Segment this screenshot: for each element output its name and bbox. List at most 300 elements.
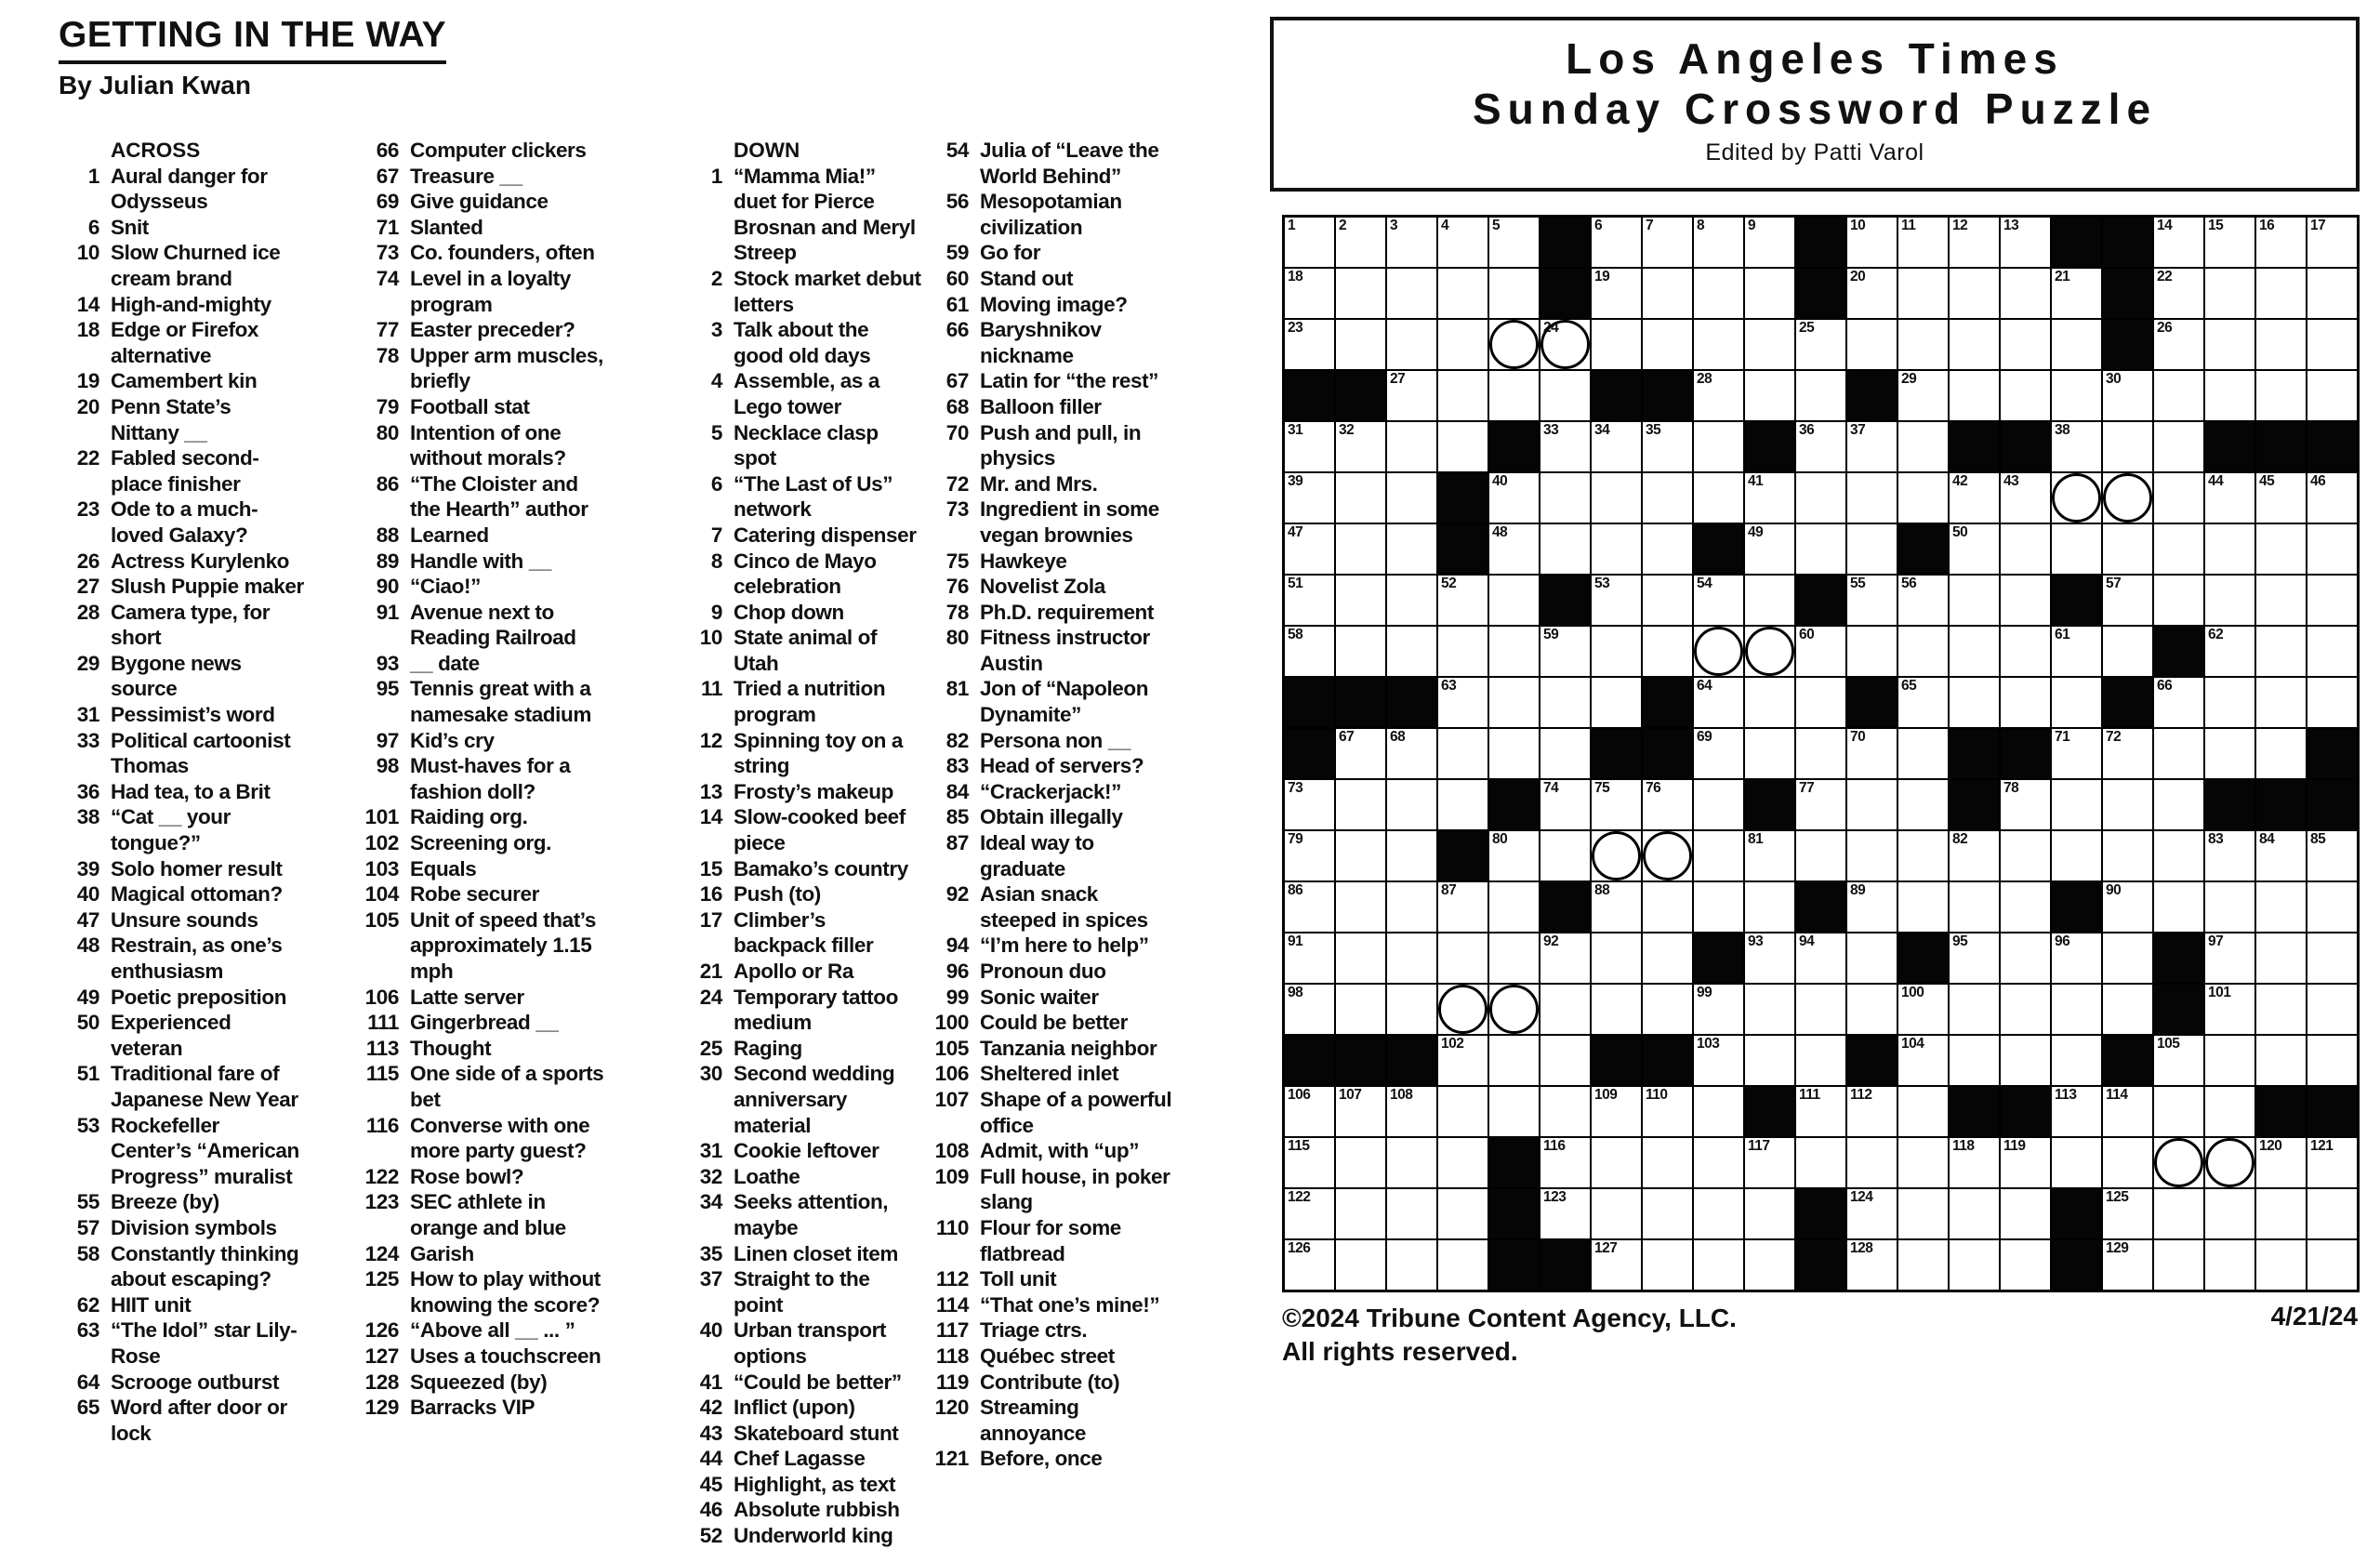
grid-cell[interactable] xyxy=(2205,933,2254,983)
grid-cell[interactable] xyxy=(1847,831,1897,880)
grid-cell[interactable] xyxy=(1898,729,1948,778)
grid-cell[interactable] xyxy=(2052,371,2101,420)
grid-cell[interactable] xyxy=(2001,1138,2050,1187)
grid-cell[interactable] xyxy=(2307,269,2357,318)
grid-cell[interactable] xyxy=(1489,320,1539,369)
grid-cell[interactable] xyxy=(1540,627,1590,676)
grid-cell[interactable] xyxy=(1847,729,1897,778)
grid-cell[interactable] xyxy=(2001,1240,2050,1290)
grid-cell[interactable] xyxy=(1898,371,1948,420)
grid-cell[interactable] xyxy=(1336,218,1385,267)
grid-cell[interactable] xyxy=(1796,729,1845,778)
grid-cell[interactable] xyxy=(1438,218,1488,267)
grid-cell[interactable] xyxy=(1796,678,1845,727)
grid-cell[interactable] xyxy=(1898,269,1948,318)
grid-cell[interactable] xyxy=(1694,1036,1743,1085)
grid-cell[interactable] xyxy=(1336,627,1385,676)
grid-cell[interactable] xyxy=(1438,371,1488,420)
grid-cell[interactable] xyxy=(1540,985,1590,1034)
grid-cell[interactable] xyxy=(1950,985,1999,1034)
grid-cell[interactable] xyxy=(1950,371,1999,420)
grid-cell[interactable] xyxy=(2103,371,2152,420)
grid-cell[interactable] xyxy=(2103,985,2152,1034)
grid-cell[interactable] xyxy=(2205,729,2254,778)
grid-cell[interactable] xyxy=(2307,933,2357,983)
grid-cell[interactable] xyxy=(1285,985,1334,1034)
grid-cell[interactable] xyxy=(1285,1138,1334,1187)
grid-cell[interactable] xyxy=(1847,422,1897,471)
grid-cell[interactable] xyxy=(1694,320,1743,369)
grid-cell[interactable] xyxy=(1796,627,1845,676)
grid-cell[interactable] xyxy=(1796,933,1845,983)
grid-cell[interactable] xyxy=(1643,780,1692,829)
grid-cell[interactable] xyxy=(1336,780,1385,829)
grid-cell[interactable] xyxy=(2154,678,2203,727)
grid-cell[interactable] xyxy=(1898,1240,1948,1290)
grid-cell[interactable] xyxy=(1387,627,1436,676)
grid-cell[interactable] xyxy=(1540,524,1590,574)
grid-cell[interactable] xyxy=(1438,1189,1488,1238)
grid-cell[interactable] xyxy=(2001,1036,2050,1085)
grid-cell[interactable] xyxy=(1438,320,1488,369)
grid-cell[interactable] xyxy=(1950,1138,1999,1187)
grid-cell[interactable] xyxy=(1950,1240,1999,1290)
grid-cell[interactable] xyxy=(1592,678,1641,727)
grid-cell[interactable] xyxy=(1694,627,1743,676)
grid-cell[interactable] xyxy=(2001,882,2050,932)
grid-cell[interactable] xyxy=(2001,524,2050,574)
grid-cell[interactable] xyxy=(2205,1240,2254,1290)
grid-cell[interactable] xyxy=(1694,218,1743,267)
grid-cell[interactable] xyxy=(1336,729,1385,778)
grid-cell[interactable] xyxy=(2001,933,2050,983)
grid-cell[interactable] xyxy=(1898,831,1948,880)
grid-cell[interactable] xyxy=(1336,882,1385,932)
grid-cell[interactable] xyxy=(1285,576,1334,625)
grid-cell[interactable] xyxy=(1438,576,1488,625)
grid-cell[interactable] xyxy=(2205,678,2254,727)
grid-cell[interactable] xyxy=(1745,371,1794,420)
grid-cell[interactable] xyxy=(1387,576,1436,625)
grid-cell[interactable] xyxy=(1592,422,1641,471)
grid-cell[interactable] xyxy=(2052,320,2101,369)
grid-cell[interactable] xyxy=(1950,933,1999,983)
grid-cell[interactable] xyxy=(1745,882,1794,932)
grid-cell[interactable] xyxy=(2256,576,2306,625)
grid-cell[interactable] xyxy=(1643,933,1692,983)
grid-cell[interactable] xyxy=(1847,1087,1897,1136)
grid-cell[interactable] xyxy=(1285,524,1334,574)
grid-cell[interactable] xyxy=(1489,729,1539,778)
grid-cell[interactable] xyxy=(1540,1036,1590,1085)
grid-cell[interactable] xyxy=(1694,1138,1743,1187)
grid-cell[interactable] xyxy=(2154,576,2203,625)
grid-cell[interactable] xyxy=(2307,371,2357,420)
grid-cell[interactable] xyxy=(1950,320,1999,369)
grid-cell[interactable] xyxy=(2205,524,2254,574)
grid-cell[interactable] xyxy=(1898,882,1948,932)
grid-cell[interactable] xyxy=(1745,933,1794,983)
grid-cell[interactable] xyxy=(2205,1087,2254,1136)
grid-cell[interactable] xyxy=(1898,1138,1948,1187)
grid-cell[interactable] xyxy=(2154,371,2203,420)
grid-cell[interactable] xyxy=(1796,780,1845,829)
grid-cell[interactable] xyxy=(1643,422,1692,471)
grid-cell[interactable] xyxy=(1745,678,1794,727)
grid-cell[interactable] xyxy=(1387,524,1436,574)
grid-cell[interactable] xyxy=(2307,1240,2357,1290)
grid-cell[interactable] xyxy=(2103,780,2152,829)
grid-cell[interactable] xyxy=(1694,473,1743,523)
grid-cell[interactable] xyxy=(2205,576,2254,625)
grid-cell[interactable] xyxy=(2103,882,2152,932)
grid-cell[interactable] xyxy=(2103,1087,2152,1136)
grid-cell[interactable] xyxy=(1898,422,1948,471)
grid-cell[interactable] xyxy=(1387,831,1436,880)
grid-cell[interactable] xyxy=(1592,985,1641,1034)
grid-cell[interactable] xyxy=(1694,985,1743,1034)
grid-cell[interactable] xyxy=(2052,1036,2101,1085)
grid-cell[interactable] xyxy=(2307,524,2357,574)
grid-cell[interactable] xyxy=(2052,831,2101,880)
grid-cell[interactable] xyxy=(1285,1240,1334,1290)
grid-cell[interactable] xyxy=(1336,524,1385,574)
grid-cell[interactable] xyxy=(1387,985,1436,1034)
grid-cell[interactable] xyxy=(2052,678,2101,727)
grid-cell[interactable] xyxy=(1950,882,1999,932)
grid-cell[interactable] xyxy=(1540,422,1590,471)
grid-cell[interactable] xyxy=(2052,933,2101,983)
grid-cell[interactable] xyxy=(1285,831,1334,880)
grid-cell[interactable] xyxy=(1387,933,1436,983)
grid-cell[interactable] xyxy=(1387,371,1436,420)
grid-cell[interactable] xyxy=(1540,729,1590,778)
grid-cell[interactable] xyxy=(1694,1189,1743,1238)
grid-cell[interactable] xyxy=(1796,524,1845,574)
grid-cell[interactable] xyxy=(2307,576,2357,625)
grid-cell[interactable] xyxy=(2103,524,2152,574)
grid-cell[interactable] xyxy=(1336,422,1385,471)
grid-cell[interactable] xyxy=(2103,831,2152,880)
grid-cell[interactable] xyxy=(1847,524,1897,574)
grid-cell[interactable] xyxy=(2154,831,2203,880)
grid-cell[interactable] xyxy=(1898,320,1948,369)
grid-cell[interactable] xyxy=(1336,933,1385,983)
grid-cell[interactable] xyxy=(2154,218,2203,267)
grid-cell[interactable] xyxy=(1847,882,1897,932)
grid-cell[interactable] xyxy=(1489,269,1539,318)
grid-cell[interactable] xyxy=(1336,576,1385,625)
grid-cell[interactable] xyxy=(2052,1138,2101,1187)
grid-cell[interactable] xyxy=(1489,371,1539,420)
grid-cell[interactable] xyxy=(2205,985,2254,1034)
grid-cell[interactable] xyxy=(1847,218,1897,267)
grid-cell[interactable] xyxy=(1438,1240,1488,1290)
grid-cell[interactable] xyxy=(1898,1087,1948,1136)
grid-cell[interactable] xyxy=(2256,627,2306,676)
grid-cell[interactable] xyxy=(2052,729,2101,778)
grid-cell[interactable] xyxy=(1489,576,1539,625)
grid-cell[interactable] xyxy=(2001,371,2050,420)
grid-cell[interactable] xyxy=(1438,729,1488,778)
grid-cell[interactable] xyxy=(1694,1087,1743,1136)
grid-cell[interactable] xyxy=(1592,831,1641,880)
grid-cell[interactable] xyxy=(1847,1189,1897,1238)
grid-cell[interactable] xyxy=(1592,933,1641,983)
grid-cell[interactable] xyxy=(1540,1189,1590,1238)
grid-cell[interactable] xyxy=(1592,1189,1641,1238)
grid-cell[interactable] xyxy=(1387,422,1436,471)
grid-cell[interactable] xyxy=(1540,831,1590,880)
grid-cell[interactable] xyxy=(1285,1189,1334,1238)
grid-cell[interactable] xyxy=(1336,1087,1385,1136)
grid-cell[interactable] xyxy=(2205,473,2254,523)
grid-cell[interactable] xyxy=(2052,627,2101,676)
grid-cell[interactable] xyxy=(1592,473,1641,523)
grid-cell[interactable] xyxy=(1489,831,1539,880)
grid-cell[interactable] xyxy=(1438,1138,1488,1187)
grid-cell[interactable] xyxy=(1592,269,1641,318)
grid-cell[interactable] xyxy=(1489,473,1539,523)
grid-cell[interactable] xyxy=(1796,422,1845,471)
grid-cell[interactable] xyxy=(1592,882,1641,932)
grid-cell[interactable] xyxy=(1643,218,1692,267)
grid-cell[interactable] xyxy=(1643,473,1692,523)
grid-cell[interactable] xyxy=(1387,780,1436,829)
grid-cell[interactable] xyxy=(1285,473,1334,523)
grid-cell[interactable] xyxy=(1438,933,1488,983)
grid-cell[interactable] xyxy=(2154,473,2203,523)
grid-cell[interactable] xyxy=(1950,524,1999,574)
grid-cell[interactable] xyxy=(2154,269,2203,318)
grid-cell[interactable] xyxy=(2052,985,2101,1034)
grid-cell[interactable] xyxy=(1438,985,1488,1034)
grid-cell[interactable] xyxy=(1387,1240,1436,1290)
grid-cell[interactable] xyxy=(1489,1087,1539,1136)
grid-cell[interactable] xyxy=(2001,1189,2050,1238)
grid-cell[interactable] xyxy=(2103,1138,2152,1187)
grid-cell[interactable] xyxy=(2154,524,2203,574)
grid-cell[interactable] xyxy=(1592,1087,1641,1136)
grid-cell[interactable] xyxy=(1489,985,1539,1034)
grid-cell[interactable] xyxy=(1285,1087,1334,1136)
grid-cell[interactable] xyxy=(1745,269,1794,318)
grid-cell[interactable] xyxy=(2001,473,2050,523)
grid-cell[interactable] xyxy=(1847,985,1897,1034)
grid-cell[interactable] xyxy=(2307,1138,2357,1187)
grid-cell[interactable] xyxy=(1898,627,1948,676)
grid-cell[interactable] xyxy=(1438,627,1488,676)
grid-cell[interactable] xyxy=(1847,933,1897,983)
grid-cell[interactable] xyxy=(2307,320,2357,369)
grid-cell[interactable] xyxy=(2307,1189,2357,1238)
grid-cell[interactable] xyxy=(2154,729,2203,778)
grid-cell[interactable] xyxy=(2256,1138,2306,1187)
grid-cell[interactable] xyxy=(1847,576,1897,625)
grid-cell[interactable] xyxy=(1643,627,1692,676)
grid-cell[interactable] xyxy=(1540,1087,1590,1136)
grid-cell[interactable] xyxy=(1285,422,1334,471)
grid-cell[interactable] xyxy=(2307,985,2357,1034)
grid-cell[interactable] xyxy=(1694,269,1743,318)
grid-cell[interactable] xyxy=(2205,320,2254,369)
grid-cell[interactable] xyxy=(1847,627,1897,676)
grid-cell[interactable] xyxy=(2256,729,2306,778)
grid-cell[interactable] xyxy=(2154,780,2203,829)
grid-cell[interactable] xyxy=(1387,1189,1436,1238)
grid-cell[interactable] xyxy=(1285,627,1334,676)
grid-cell[interactable] xyxy=(1438,780,1488,829)
grid-cell[interactable] xyxy=(1285,780,1334,829)
grid-cell[interactable] xyxy=(1387,1138,1436,1187)
grid-cell[interactable] xyxy=(1438,882,1488,932)
grid-cell[interactable] xyxy=(2052,524,2101,574)
grid-cell[interactable] xyxy=(2103,1240,2152,1290)
grid-cell[interactable] xyxy=(2307,831,2357,880)
grid-cell[interactable] xyxy=(1643,1138,1692,1187)
grid-cell[interactable] xyxy=(1438,1036,1488,1085)
grid-cell[interactable] xyxy=(2001,985,2050,1034)
grid-cell[interactable] xyxy=(1592,576,1641,625)
grid-cell[interactable] xyxy=(1438,678,1488,727)
grid-cell[interactable] xyxy=(1898,218,1948,267)
grid-cell[interactable] xyxy=(2256,678,2306,727)
grid-cell[interactable] xyxy=(1489,1036,1539,1085)
grid-cell[interactable] xyxy=(1847,1138,1897,1187)
grid-cell[interactable] xyxy=(2307,1036,2357,1085)
grid-cell[interactable] xyxy=(1336,1189,1385,1238)
grid-cell[interactable] xyxy=(1796,831,1845,880)
grid-cell[interactable] xyxy=(1745,985,1794,1034)
grid-cell[interactable] xyxy=(1898,473,1948,523)
grid-cell[interactable] xyxy=(1489,524,1539,574)
grid-cell[interactable] xyxy=(2001,831,2050,880)
grid-cell[interactable] xyxy=(2103,1189,2152,1238)
grid-cell[interactable] xyxy=(1847,269,1897,318)
grid-cell[interactable] xyxy=(1745,1036,1794,1085)
grid-cell[interactable] xyxy=(1847,1240,1897,1290)
grid-cell[interactable] xyxy=(1336,269,1385,318)
grid-cell[interactable] xyxy=(2256,320,2306,369)
grid-cell[interactable] xyxy=(1745,1240,1794,1290)
grid-cell[interactable] xyxy=(1387,1087,1436,1136)
grid-cell[interactable] xyxy=(1540,678,1590,727)
grid-cell[interactable] xyxy=(1950,473,1999,523)
grid-cell[interactable] xyxy=(1643,1087,1692,1136)
grid-cell[interactable] xyxy=(1438,1087,1488,1136)
grid-cell[interactable] xyxy=(1592,524,1641,574)
grid-cell[interactable] xyxy=(2256,831,2306,880)
grid-cell[interactable] xyxy=(2256,1240,2306,1290)
grid-cell[interactable] xyxy=(1336,1240,1385,1290)
grid-cell[interactable] xyxy=(1643,576,1692,625)
grid-cell[interactable] xyxy=(1336,473,1385,523)
grid-cell[interactable] xyxy=(2154,320,2203,369)
grid-cell[interactable] xyxy=(2307,627,2357,676)
grid-cell[interactable] xyxy=(1489,678,1539,727)
grid-cell[interactable] xyxy=(1489,933,1539,983)
grid-cell[interactable] xyxy=(2154,882,2203,932)
grid-cell[interactable] xyxy=(1387,882,1436,932)
grid-cell[interactable] xyxy=(1898,985,1948,1034)
grid-cell[interactable] xyxy=(2103,576,2152,625)
grid-cell[interactable] xyxy=(1694,1240,1743,1290)
grid-cell[interactable] xyxy=(2052,780,2101,829)
grid-cell[interactable] xyxy=(1643,1189,1692,1238)
grid-cell[interactable] xyxy=(2256,933,2306,983)
grid-cell[interactable] xyxy=(2154,422,2203,471)
grid-cell[interactable] xyxy=(2307,882,2357,932)
grid-cell[interactable] xyxy=(1847,473,1897,523)
grid-cell[interactable] xyxy=(2307,218,2357,267)
grid-cell[interactable] xyxy=(2001,780,2050,829)
grid-cell[interactable] xyxy=(2205,269,2254,318)
grid-cell[interactable] xyxy=(2052,1087,2101,1136)
grid-cell[interactable] xyxy=(1745,831,1794,880)
grid-cell[interactable] xyxy=(1898,780,1948,829)
grid-cell[interactable] xyxy=(1745,576,1794,625)
grid-cell[interactable] xyxy=(1489,627,1539,676)
grid-cell[interactable] xyxy=(2205,1036,2254,1085)
grid-cell[interactable] xyxy=(1796,473,1845,523)
grid-cell[interactable] xyxy=(1694,576,1743,625)
grid-cell[interactable] xyxy=(1643,882,1692,932)
grid-cell[interactable] xyxy=(1285,320,1334,369)
grid-cell[interactable] xyxy=(2205,371,2254,420)
grid-cell[interactable] xyxy=(1592,320,1641,369)
grid-cell[interactable] xyxy=(2307,473,2357,523)
grid-cell[interactable] xyxy=(1694,831,1743,880)
grid-cell[interactable] xyxy=(1950,831,1999,880)
grid-cell[interactable] xyxy=(1643,831,1692,880)
grid-cell[interactable] xyxy=(1592,780,1641,829)
grid-cell[interactable] xyxy=(2052,269,2101,318)
grid-cell[interactable] xyxy=(1745,1138,1794,1187)
grid-cell[interactable] xyxy=(1438,422,1488,471)
grid-cell[interactable] xyxy=(2103,422,2152,471)
grid-cell[interactable] xyxy=(1694,780,1743,829)
grid-cell[interactable] xyxy=(1285,933,1334,983)
grid-cell[interactable] xyxy=(1387,473,1436,523)
grid-cell[interactable] xyxy=(1540,320,1590,369)
grid-cell[interactable] xyxy=(1336,985,1385,1034)
grid-cell[interactable] xyxy=(1694,422,1743,471)
grid-cell[interactable] xyxy=(1950,269,1999,318)
grid-cell[interactable] xyxy=(1540,933,1590,983)
grid-cell[interactable] xyxy=(1285,882,1334,932)
grid-cell[interactable] xyxy=(2256,218,2306,267)
grid-cell[interactable] xyxy=(1336,831,1385,880)
grid-cell[interactable] xyxy=(1694,371,1743,420)
grid-cell[interactable] xyxy=(2103,933,2152,983)
grid-cell[interactable] xyxy=(1745,627,1794,676)
grid-cell[interactable] xyxy=(1950,218,1999,267)
grid-cell[interactable] xyxy=(1950,576,1999,625)
grid-cell[interactable] xyxy=(1745,218,1794,267)
grid-cell[interactable] xyxy=(1540,780,1590,829)
grid-cell[interactable] xyxy=(2205,627,2254,676)
grid-cell[interactable] xyxy=(1950,678,1999,727)
grid-cell[interactable] xyxy=(2307,678,2357,727)
grid-cell[interactable] xyxy=(2103,473,2152,523)
grid-cell[interactable] xyxy=(2205,1138,2254,1187)
grid-cell[interactable] xyxy=(1643,524,1692,574)
grid-cell[interactable] xyxy=(1387,269,1436,318)
grid-cell[interactable] xyxy=(1540,473,1590,523)
grid-cell[interactable] xyxy=(1796,371,1845,420)
grid-cell[interactable] xyxy=(1898,576,1948,625)
grid-cell[interactable] xyxy=(1336,320,1385,369)
